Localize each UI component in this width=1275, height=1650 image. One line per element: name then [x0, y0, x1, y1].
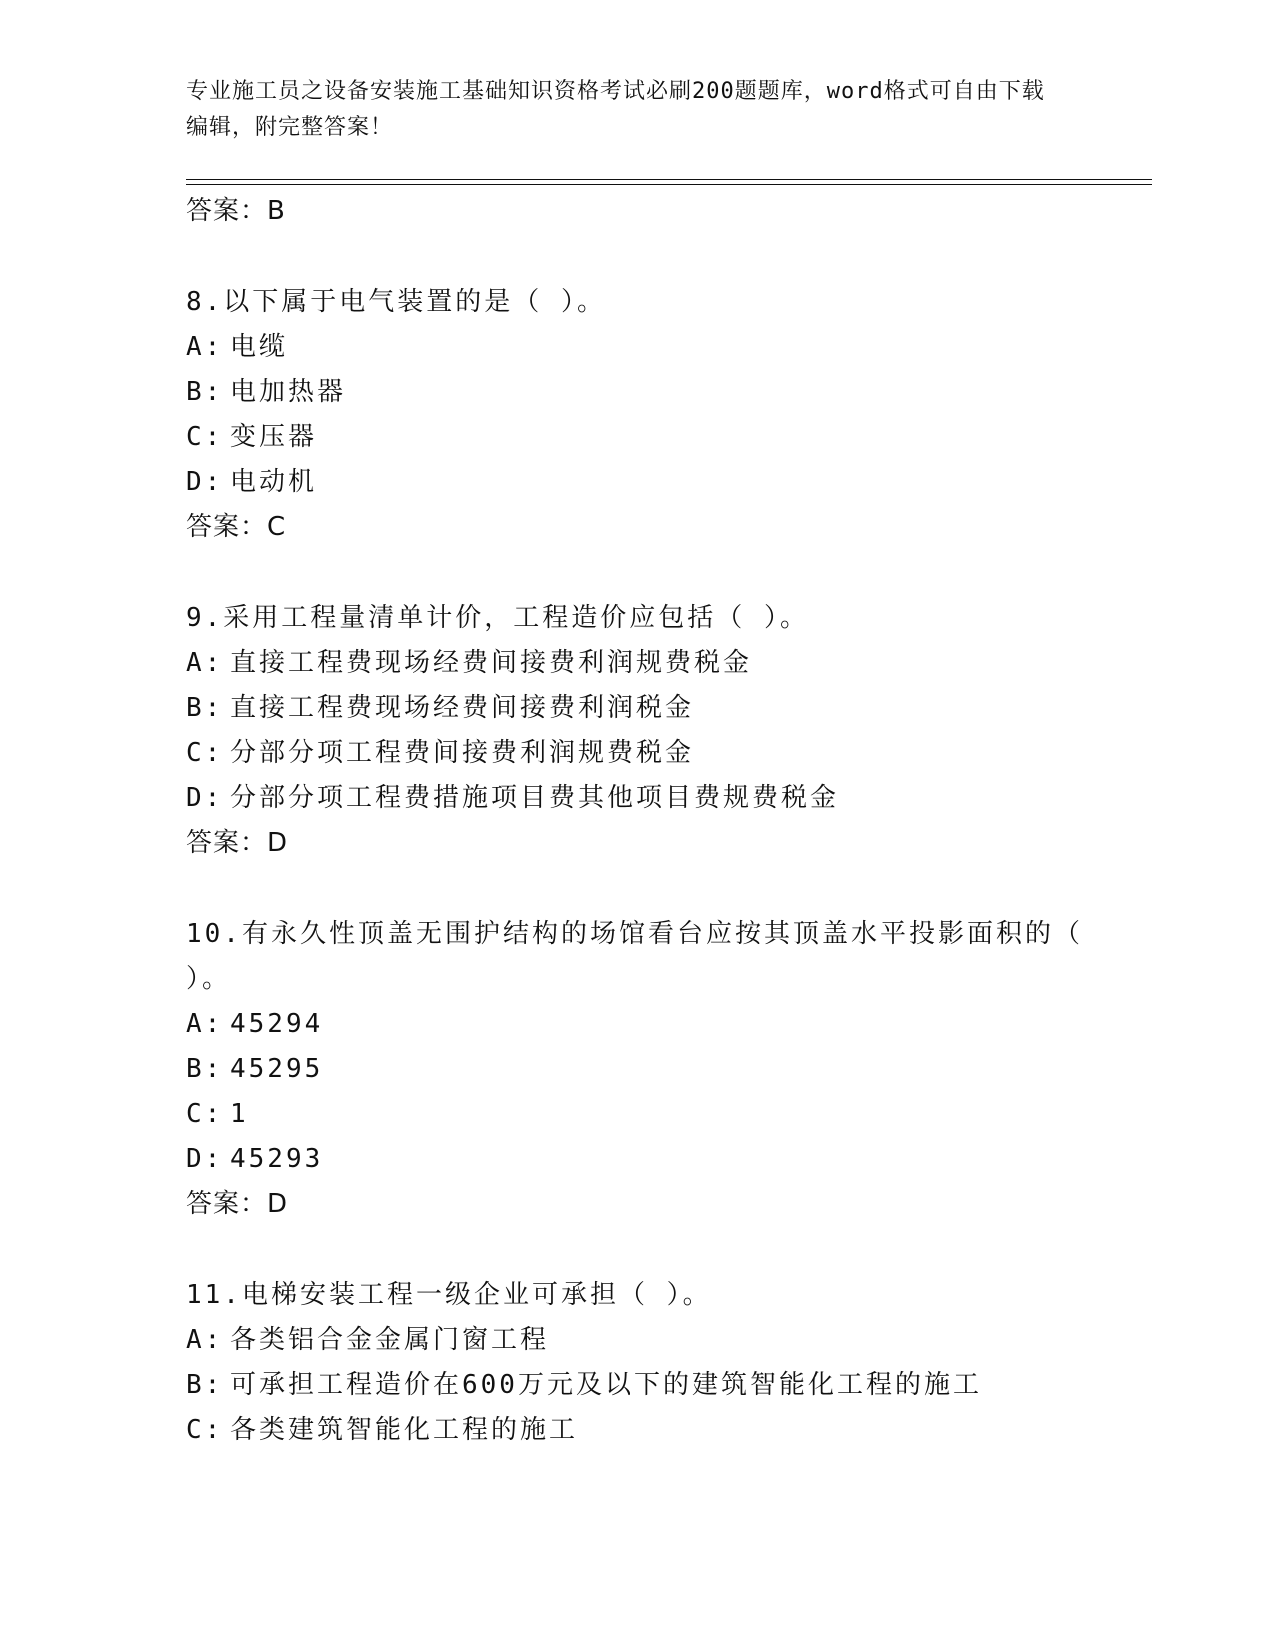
option-text: 可承担工程造价在600万元及以下的建筑智能化工程的施工 [230, 1370, 982, 1400]
option-letter: B: [186, 377, 224, 407]
option-c [186, 415, 1152, 460]
option-letter: B: [186, 1054, 224, 1084]
option-text: 直接工程费现场经费间接费利润规费税金 [230, 648, 753, 678]
question-text: 9.采用工程量清单计价，工程造价应包括（ ）。 [186, 603, 809, 633]
option-a [186, 641, 1152, 686]
option-c [186, 731, 1152, 776]
option-text: 45293 [230, 1144, 324, 1174]
header-divider-top [186, 179, 1152, 180]
option-text: 45295 [230, 1054, 324, 1084]
question-block [186, 912, 1152, 1227]
option-letter: A: [186, 648, 224, 678]
option-text: 直接工程费现场经费间接费利润税金 [230, 693, 695, 723]
option-letter: D: [186, 783, 224, 813]
option-letter: C: [186, 1415, 224, 1445]
option-letter: C: [186, 422, 224, 452]
question-block [186, 596, 1152, 866]
option-a [186, 1002, 1152, 1047]
option-d [186, 1137, 1152, 1182]
option-c [186, 1408, 1152, 1453]
answer-line: 答案：C [186, 512, 287, 542]
option-letter: B: [186, 693, 224, 723]
answer-line: 答案：D [186, 1189, 289, 1219]
option-b [186, 1047, 1152, 1092]
option-letter: A: [186, 1009, 224, 1039]
option-text: 电动机 [230, 467, 318, 497]
option-d [186, 460, 1152, 505]
option-text: 45294 [230, 1009, 324, 1039]
option-letter: C: [186, 738, 224, 768]
answer-line: 答案：D [186, 828, 289, 858]
option-a [186, 325, 1152, 370]
option-c [186, 1092, 1152, 1137]
option-text: 电缆 [230, 332, 289, 362]
answer-line: 答案：B [186, 196, 286, 226]
question-block [186, 280, 1152, 550]
option-letter: D: [186, 1144, 224, 1174]
option-text: 各类铝合金金属门窗工程 [230, 1325, 550, 1355]
option-letter: A: [186, 1325, 224, 1355]
question-block [186, 1273, 1152, 1453]
option-letter: D: [186, 467, 224, 497]
option-letter: A: [186, 332, 224, 362]
option-b [186, 1363, 1152, 1408]
option-text: 变压器 [230, 422, 318, 452]
option-letter: C: [186, 1099, 224, 1129]
option-letter: B: [186, 1370, 224, 1400]
question-text: 10.有永久性顶盖无围护结构的场馆看台应按其顶盖水平投影面积的（ ）。 [186, 919, 1083, 994]
option-a [186, 1318, 1152, 1363]
option-d [186, 776, 1152, 821]
option-text: 分部分项工程费间接费利润规费税金 [230, 738, 695, 768]
option-text: 电加热器 [230, 377, 347, 407]
option-text: 各类建筑智能化工程的施工 [230, 1415, 579, 1445]
question-text: 8.以下属于电气装置的是（ ）。 [186, 287, 606, 317]
option-text: 1 [230, 1099, 249, 1129]
option-b [186, 686, 1152, 731]
option-text: 分部分项工程费措施项目费其他项目费规费税金 [230, 783, 840, 813]
document-header: 专业施工员之设备安装施工基础知识资格考试必刷200题题库，word格式可自由下载编辑，附完整答案！ [186, 79, 1045, 140]
question-text: 11.电梯安装工程一级企业可承担（ ）。 [186, 1280, 712, 1310]
document-body [186, 189, 1152, 1453]
option-b [186, 370, 1152, 415]
header-divider-bottom [186, 184, 1152, 185]
